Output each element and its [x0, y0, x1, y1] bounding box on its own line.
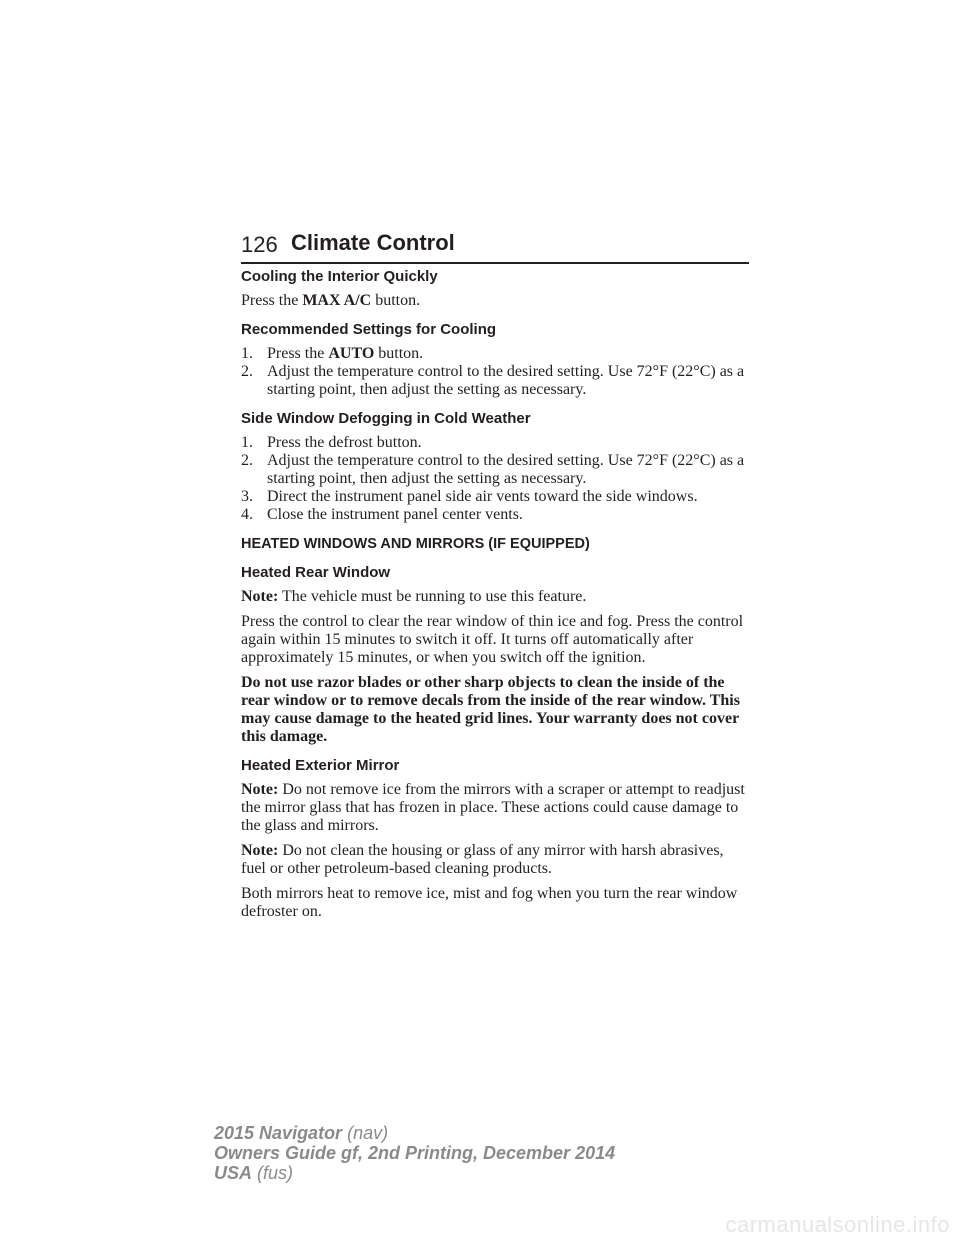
defogging-list: [241, 434, 751, 524]
mirror-body: Both mirrors heat to remove ice, mist and fog when you turn the rear window defroster on.: [241, 885, 738, 920]
mirror-note-2: Note: Do not clean the housing or glass of any mirror with harsh abrasives, fuel or other petroleum-based cleaning products.: [241, 842, 724, 877]
list-item: 4. Close the instrument panel center vents.: [241, 506, 523, 523]
footer-line-3: USA (fus): [214, 1163, 294, 1183]
page-number: 126: [241, 232, 278, 257]
subsection-heading-rear-window: Heated Rear Window: [241, 564, 391, 581]
page-content: [241, 268, 751, 928]
max-ac-button-name: MAX A/C: [302, 292, 372, 309]
subsection-heading-mirror: Heated Exterior Mirror: [241, 757, 400, 774]
list-item: 1. Press the defrost button.: [241, 434, 422, 451]
section-heading-cooling-quickly: Cooling the Interior Quickly: [241, 268, 438, 285]
chapter-title: Climate Control: [291, 230, 455, 255]
rear-window-note: Note: The vehicle must be running to use this feature.: [241, 588, 587, 605]
document-footer: [214, 1123, 615, 1183]
page-header: [241, 228, 749, 264]
list-item: 1. Press the AUTO button.: [241, 345, 424, 362]
recommended-list: [241, 345, 751, 399]
rear-window-warning: Do not use razor blades or other sharp objects to clean the inside of the rear window or to remove decals from the inside of the rear window. This may cause damage to the heated grid lines. Your warranty does not cover this damage.: [241, 674, 740, 745]
list-item: 2. Adjust the temperature control to the desired setting. Use 72°F (22°C) as a starting point, then adjust the setting as necessary.: [241, 452, 745, 487]
section-heading-defogging: Side Window Defogging in Cold Weather: [241, 410, 531, 427]
list-item: 3. Direct the instrument panel side air vents toward the side windows.: [241, 488, 698, 505]
auto-button-name: AUTO: [328, 345, 375, 362]
section-heading-heated-windows: HEATED WINDOWS AND MIRRORS (IF EQUIPPED): [241, 536, 590, 552]
footer-line-2: Owners Guide gf, 2nd Printing, December 2014: [214, 1143, 616, 1163]
mirror-note-1: Note: Do not remove ice from the mirrors with a scraper or attempt to readjust the mirror glass that has frozen in place. These actions could cause damage to the glass and mirrors.: [241, 781, 745, 834]
section-heading-recommended: Recommended Settings for Cooling: [241, 321, 497, 338]
footer-line-1: 2015 Navigator (nav): [214, 1123, 389, 1143]
list-item: 2. Adjust the temperature control to the desired setting. Use 72°F (22°C) as a starting point, then adjust the setting as necessary.: [241, 363, 745, 398]
watermark: carmanualsonline.info: [725, 1212, 950, 1237]
rear-window-body: Press the control to clear the rear window of thin ice and fog. Press the control again within 15 minutes to switch it off. It turns off automatically after approximately 15 minutes, or when you switch off the ignition.: [241, 613, 744, 666]
cooling-quickly-text: Press the MAX A/C button.: [241, 292, 421, 309]
